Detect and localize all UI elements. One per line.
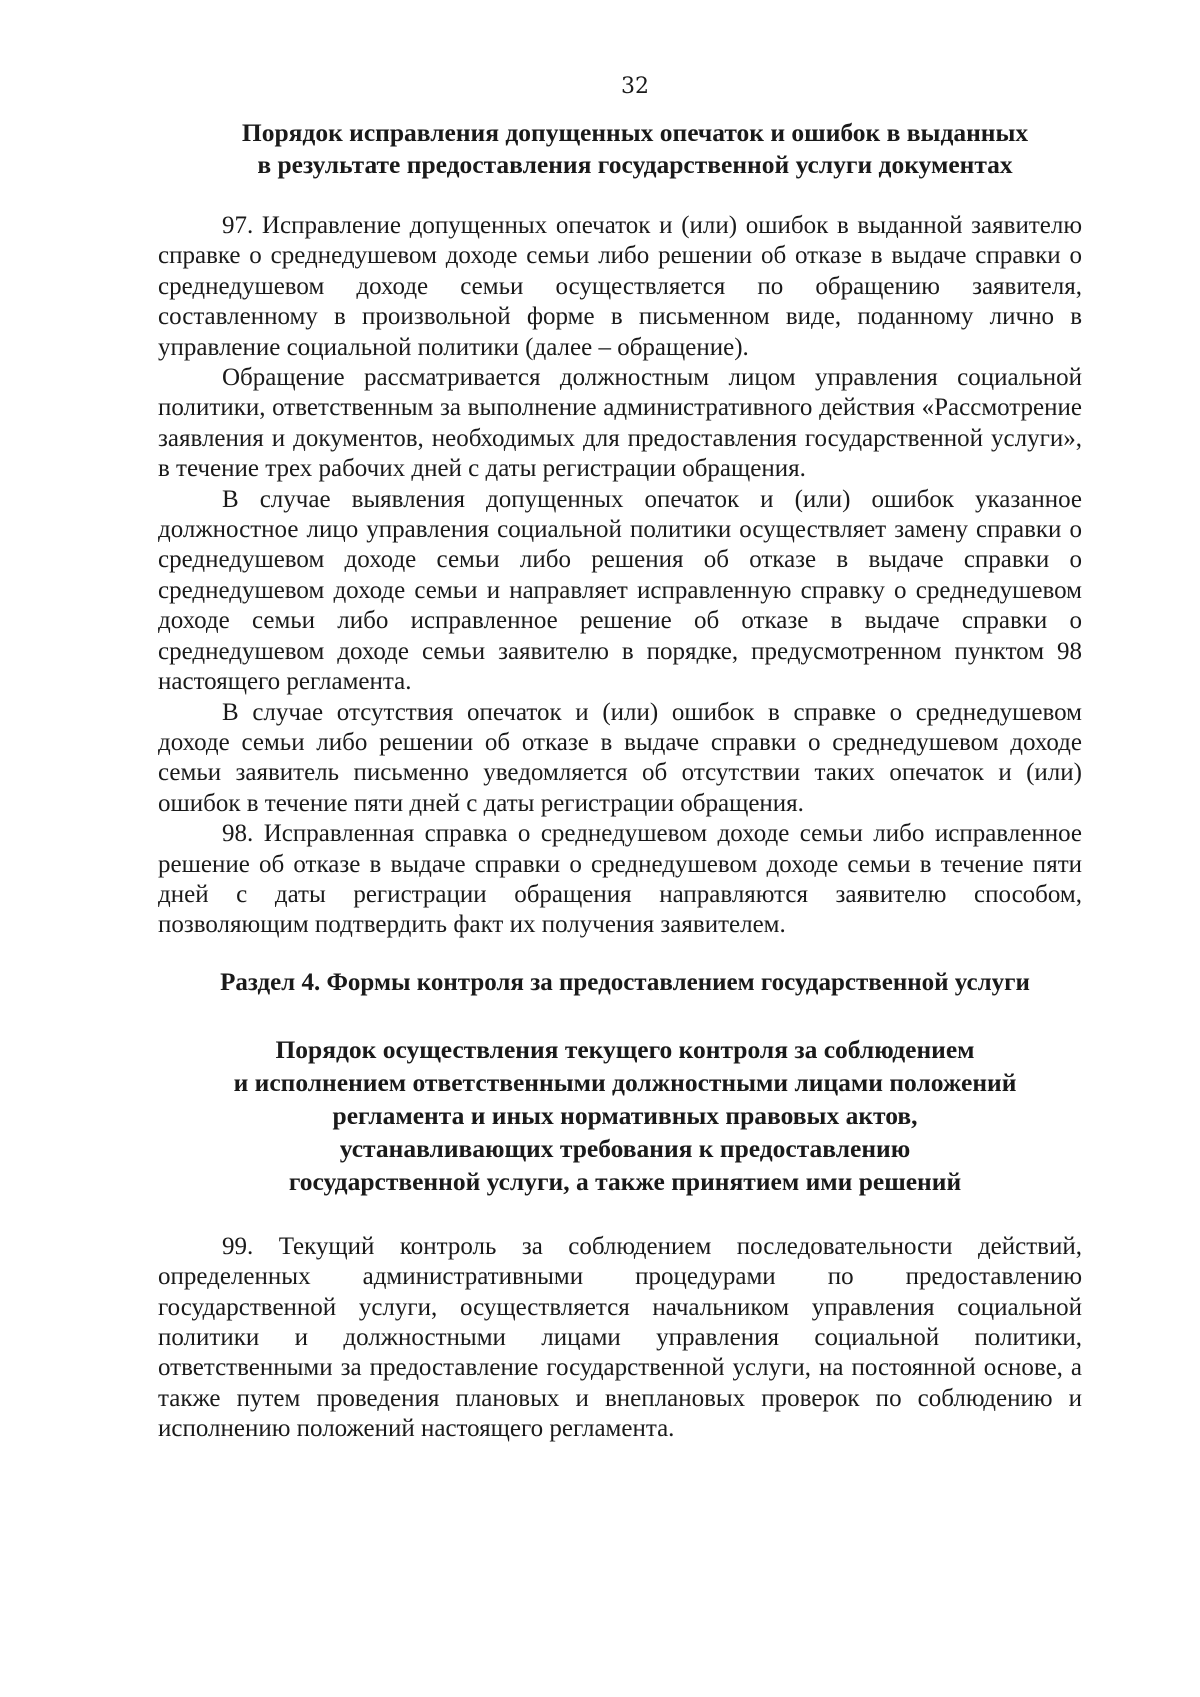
heading-current-control (158, 1033, 1082, 1198)
paragraph-no-errors: В случае отсутствия опечаток и (или) ошибок в справке о среднедушевом доходе семьи либо решении об отказе в выдаче справки о среднедушевом доходе семьи заявитель письменно уведомляется об отсутствии таких опечаток и (или) ошибок в течение пяти дней с даты регистрации обращения. (158, 698, 1082, 817)
paragraph-98: 98. Исправленная справка о среднедушевом доходе семьи либо исправленное решение об отказе в выдаче справки о среднедушевом доходе семьи в течение пяти дней с даты регистрации обращения направляются заявителю способом, позволяющим подтвердить факт их получения заявителем. (158, 820, 1082, 939)
paragraph-97: 97. Исправление допущенных опечаток и (или) ошибок в выданной заявителю справке о среднедушевом доходе семьи либо решении об отказе в выдаче справки о среднедушевом доходе семьи осуществляется по обращению заявителя, составленному в произвольной форме в письменном виде, поданному лично в управление социальной политики (далее – обращение). (158, 212, 1082, 361)
section-heading: Раздел 4. Формы контроля за предоставлением государственной услуги (220, 968, 1030, 996)
paragraph-99: 99. Текущий контроль за соблюдением последовательности действий, определенных административными процедурами по предоставлению государственной услуги, осуществляется начальником управления социальной политики и должностными лицами управления социальной политики, ответственными за предоставление государственной услуги, на постоянной основе, а также путем проведения плановых и внеплановых проверок по соблюдению и исполнению положений настоящего регламента. (158, 1232, 1082, 1443)
heading-line: Порядок осуществления текущего контроля за соблюдением (275, 1034, 975, 1064)
heading-line: в результате предоставления государственной услуги документах (257, 150, 1013, 179)
heading-line: Порядок исправления допущенных опечаток и ошибок в выданных (241, 118, 1029, 147)
heading-line: государственной услуги, а также принятием ими решений (288, 1166, 962, 1196)
heading-line: и исполнением ответственными должностными лицами положений (233, 1067, 1017, 1097)
heading-corrections (158, 117, 1082, 181)
heading-line: устанавливающих требования к предоставлению (339, 1133, 911, 1163)
paragraph-review: Обращение рассматривается должностным лицом управления социальной политики, ответственным за выполнение административного действия «Рассмотрение заявления и документов, необходимых для предоставления государственной услуги», в течение трех рабочих дней с даты регистрации обращения. (158, 364, 1082, 483)
page-number: 32 (621, 74, 649, 99)
heading-line: регламента и иных нормативных правовых актов, (332, 1100, 918, 1130)
paragraph-errors-found: В случае выявления допущенных опечаток и (или) ошибок указанное должностное лицо управления социальной политики осуществляет замену справки о среднедушевом доходе семьи либо решения об отказе в выдаче справки о среднедушевом доходе семьи и направляет исправленную справку о среднедушевом доходе семьи либо исправленное решение об отказе в выдаче справки о среднедушевом доходе семьи заявителю в порядке, предусмотренном пунктом 98 настоящего регламента. (158, 485, 1082, 696)
